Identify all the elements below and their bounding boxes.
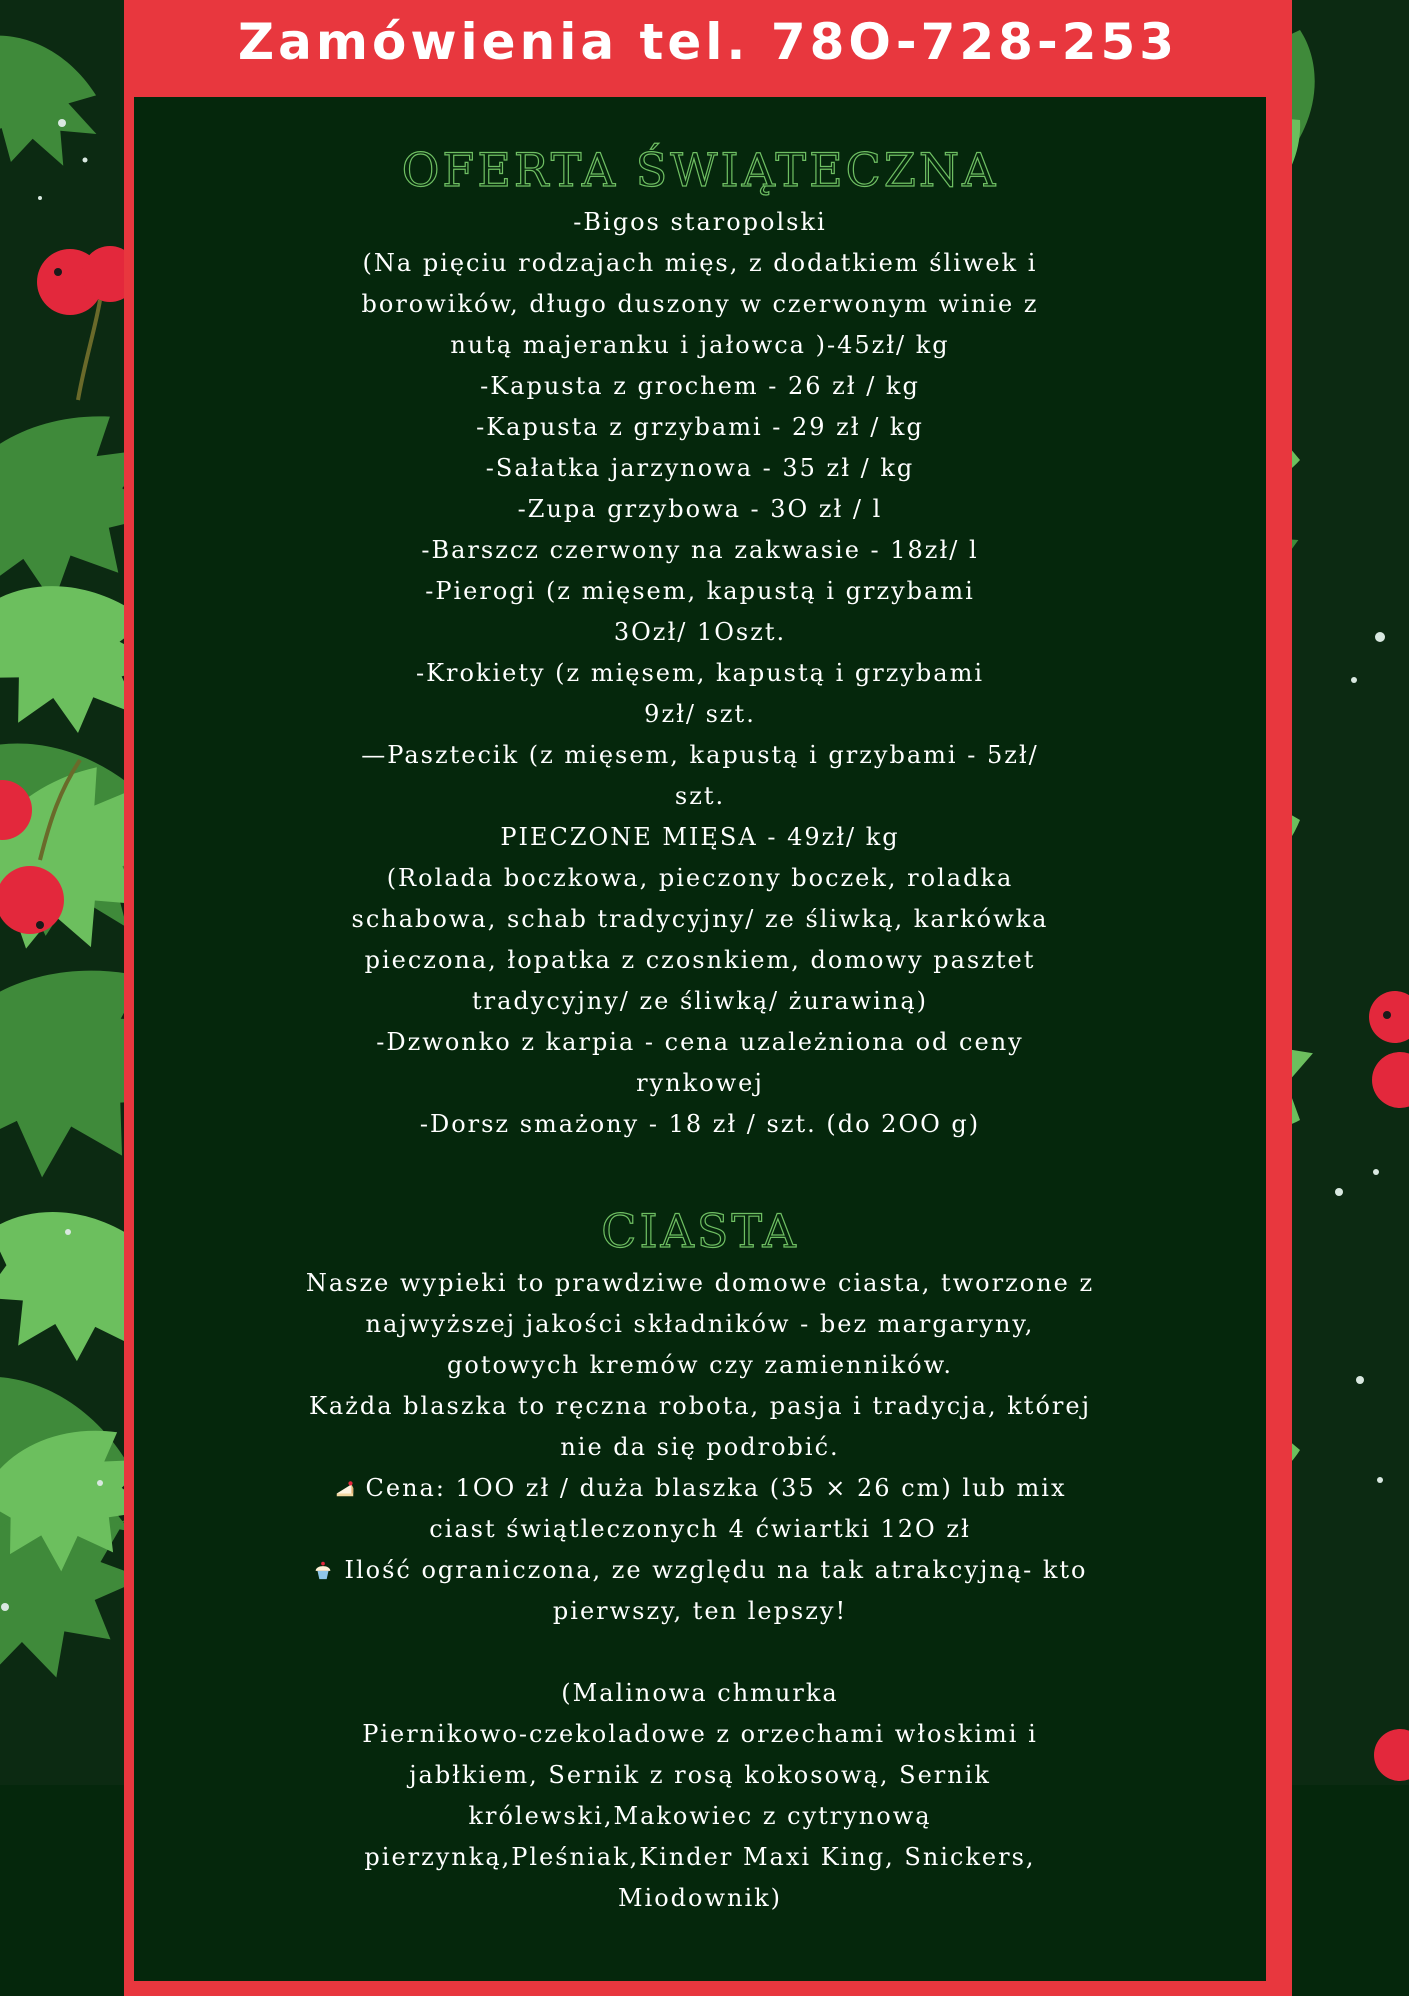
- cakes-limit-line: pierwszy, ten lepszy!: [552, 1597, 848, 1625]
- offer-line: -Krokiety (z mięsem, kapustą i grzybami: [415, 659, 985, 687]
- offer-line: -Pierogi (z mięsem, kapustą i grzybami: [425, 577, 975, 605]
- cakes-intro-line: nie da się podrobić.: [560, 1433, 840, 1461]
- offer-line: (Na pięciu rodzajach mięs, z dodatkiem śliwek i: [362, 249, 1038, 277]
- cakes-price-text: Cena: 1OO zł / duża blaszka (35 × 26 cm) lub mix: [365, 1474, 1067, 1502]
- offer-line: 3Ozł/ 1Oszt.: [613, 618, 787, 646]
- offer-line: borowików, długo duszony w czerwonym winie z: [361, 290, 1039, 318]
- cakes-text: [134, 1263, 1266, 1919]
- christmas-offer-section: [134, 142, 1266, 1145]
- cakes-intro-line: najwyższej jakości składników - bez margaryny,: [365, 1310, 1035, 1338]
- offer-line: nutą majeranku i jałowca )-45zł/ kg: [450, 331, 950, 359]
- poster-frame: [124, 0, 1292, 1996]
- cakes-list-line: Piernikowo-czekoladowe z orzechami włoskimi i: [362, 1720, 1038, 1748]
- cakes-price-line: ciast świątleczonych 4 ćwiartki 12O zł: [429, 1515, 971, 1543]
- offer-line: -Barszcz czerwony na zakwasie - 18zł/ l: [421, 536, 979, 564]
- offer-line: pieczona, łopatka z czosnkiem, domowy pasztet: [364, 946, 1036, 974]
- order-phone-title: Zamówienia tel. 78O-728-253: [237, 13, 1179, 71]
- offer-line: (Rolada boczkowa, pieczony boczek, roladka: [386, 864, 1014, 892]
- offer-line: -Dorsz smażony - 18 zł / szt. (do 2OO g): [419, 1110, 981, 1138]
- cupcake-icon: [312, 1559, 334, 1581]
- cakes-list-line: królewski,Makowiec z cytrynową: [468, 1802, 932, 1830]
- offer-line: -Sałatka jarzynowa - 35 zł / kg: [485, 454, 915, 482]
- offer-line: -Kapusta z grzybami - 29 zł / kg: [476, 413, 924, 441]
- offer-line: szt.: [674, 782, 726, 810]
- cakes-list-line: (Malinowa chmurka: [561, 1679, 839, 1707]
- offer-line: PIECZONE MIĘSA - 49zł/ kg: [500, 823, 900, 851]
- offer-title: OFERTA ŚWIĄTECZNA: [401, 143, 999, 197]
- content-panel: [134, 97, 1266, 1981]
- cakes-intro-line: gotowych kremów czy zamienników.: [447, 1351, 953, 1379]
- offer-line: schabowa, schab tradycyjny/ ze śliwką, karkówka: [351, 905, 1049, 933]
- cakes-list-line: jabłkiem, Sernik z rosą kokosową, Sernik: [409, 1761, 991, 1789]
- cakes-price-line: [134, 1468, 1266, 1509]
- cakes-title: CIASTA: [601, 1204, 799, 1258]
- cakes-list-line: pierzynką,Pleśniak,Kinder Maxi King, Snickers,: [364, 1843, 1036, 1871]
- cakes-limit-line: [134, 1550, 1266, 1591]
- spacer: [134, 1632, 1266, 1673]
- cake-slice-icon: [334, 1477, 356, 1499]
- offer-line: tradycyjny/ ze śliwką/ żurawiną): [471, 987, 928, 1015]
- offer-line: —Pasztecik (z mięsem, kapustą i grzybami - 5zł/: [361, 741, 1039, 769]
- cakes-limit-text: Ilość ograniczona, ze względu na tak atrakcyjną- kto: [344, 1556, 1088, 1584]
- offer-line: -Bigos staropolski: [573, 208, 827, 236]
- cakes-intro-line: Nasze wypieki to prawdziwe domowe ciasta, tworzone z: [305, 1269, 1095, 1297]
- offer-line: -Zupa grzybowa - 3O zł / l: [517, 495, 883, 523]
- cakes-list-line: Miodownik): [617, 1884, 783, 1912]
- offer-list: [134, 202, 1266, 1145]
- offer-line: -Kapusta z grochem - 26 zł / kg: [480, 372, 920, 400]
- offer-line: 9zł/ szt.: [644, 700, 756, 728]
- offer-line: -Dzwonko z karpia - cena uzależniona od ceny: [376, 1028, 1024, 1056]
- cakes-section: [134, 1203, 1266, 1919]
- header: [124, 0, 1292, 96]
- cakes-intro-line: Każda blaszka to ręczna robota, pasja i tradycja, której: [308, 1392, 1092, 1420]
- offer-line: rynkowej: [636, 1069, 764, 1097]
